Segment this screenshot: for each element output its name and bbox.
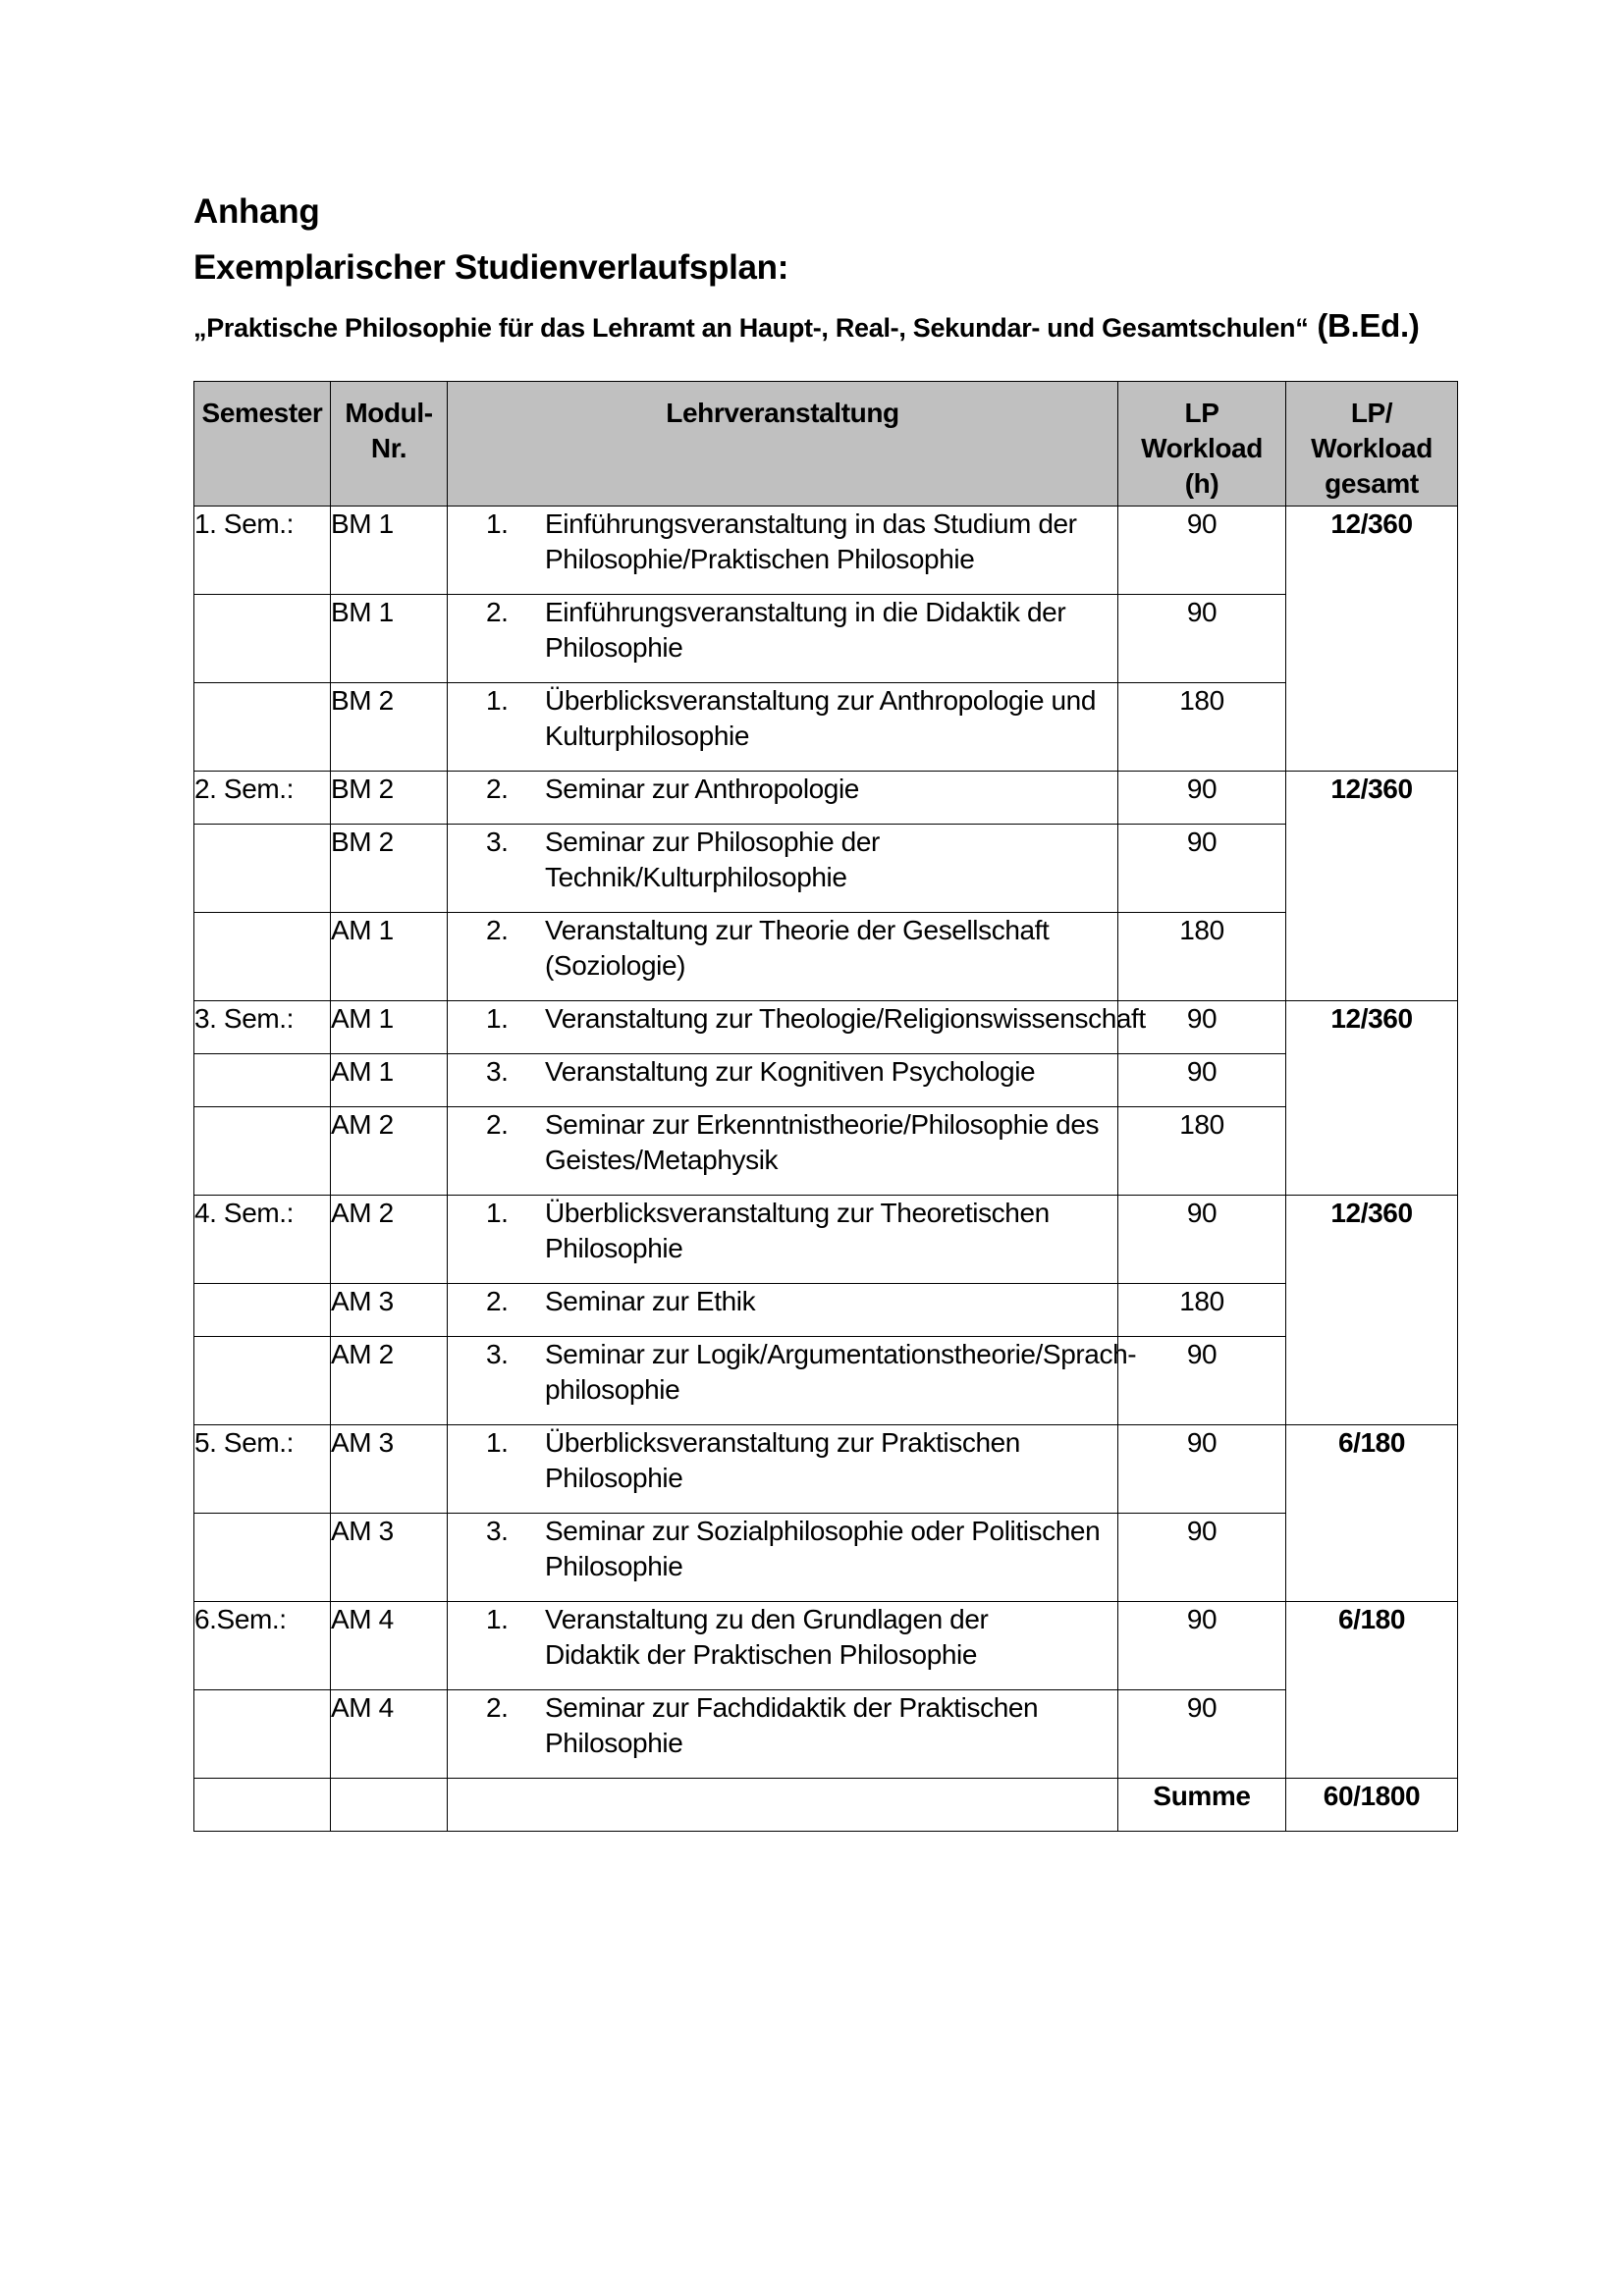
course-title-line1: Veranstaltung zur Theologie/Religionswissenschaft	[545, 1003, 1146, 1034]
semester-total-cell: 12/360	[1286, 772, 1458, 1001]
lp-workload-cell: 90	[1118, 1690, 1286, 1779]
study-plan-table	[193, 381, 1458, 1832]
course-cell	[448, 1337, 1137, 1425]
lp-workload-cell: 90	[1118, 1425, 1286, 1514]
course-number: 2.	[486, 597, 509, 627]
course-cell	[448, 1054, 1118, 1107]
course-number: 1.	[486, 1003, 509, 1034]
course-title-line2: Philosophie/Praktischen Philosophie	[545, 544, 975, 574]
course-cell	[448, 913, 1118, 1001]
course-title	[545, 825, 1117, 895]
program-degree: (B.Ed.)	[1308, 307, 1420, 344]
modul-cell: AM 2	[331, 1107, 448, 1196]
appendix-heading: Anhang	[193, 192, 320, 231]
table-body	[194, 507, 1458, 1832]
course-title-line2: Philosophie	[545, 1728, 683, 1758]
modul-cell: AM 4	[331, 1602, 448, 1690]
semester-total-cell: 12/360	[1286, 1001, 1458, 1196]
course-title-line1: Überblicksveranstaltung zur Theoretischen	[545, 1198, 1050, 1228]
lp-workload-cell: 180	[1118, 1107, 1286, 1196]
course-title-line1: Seminar zur Ethik	[545, 1286, 756, 1316]
course-title	[545, 772, 1117, 807]
course-title-line2: Kulturphilosophie	[545, 721, 750, 751]
lp-workload-cell: 90	[1118, 1514, 1286, 1602]
header-lehrveranstaltung: Lehrveranstaltung	[448, 382, 1118, 507]
course-title-line2: Philosophie	[545, 1551, 683, 1581]
semester-cell	[194, 683, 331, 772]
course-title	[545, 1602, 1117, 1673]
lp-workload-cell: 90	[1118, 507, 1286, 595]
table-header-row	[194, 382, 1458, 507]
semester-cell: 3. Sem.:	[194, 1001, 331, 1054]
course-title	[545, 1425, 1117, 1496]
course-cell	[448, 1196, 1118, 1284]
table-row	[194, 772, 1458, 825]
semester-cell: 6.Sem.:	[194, 1602, 331, 1690]
semester-cell: 2. Sem.:	[194, 772, 331, 825]
modul-cell: BM 2	[331, 683, 448, 772]
table-row	[194, 1107, 1458, 1196]
course-title	[545, 1690, 1117, 1761]
table-row	[194, 683, 1458, 772]
semester-cell	[194, 1514, 331, 1602]
course-number: 1.	[486, 1427, 509, 1458]
course-cell	[448, 1284, 1118, 1337]
header-total-workload: LP/ Workload gesamt	[1286, 382, 1458, 507]
table-row	[194, 825, 1458, 913]
semester-cell	[194, 1690, 331, 1779]
modul-cell: BM 1	[331, 595, 448, 683]
course-title-line1: Veranstaltung zur Kognitiven Psychologie	[545, 1056, 1036, 1087]
course-title-line1: Einführungsveranstaltung in das Studium der	[545, 508, 1077, 539]
course-cell	[448, 1107, 1118, 1196]
table-row	[194, 1196, 1458, 1284]
lp-workload-cell: 90	[1118, 1001, 1286, 1054]
header-modul: Modul- Nr.	[331, 382, 448, 507]
course-number: 2.	[486, 1109, 509, 1140]
course-title-line1: Überblicksveranstaltung zur Anthropologie und	[545, 685, 1097, 716]
modul-cell: BM 2	[331, 825, 448, 913]
course-title	[545, 1107, 1117, 1178]
course-title	[545, 1054, 1117, 1090]
modul-cell: BM 2	[331, 772, 448, 825]
course-cell	[448, 825, 1118, 913]
course-number: 3.	[486, 1056, 509, 1087]
program-subtitle-text: „Praktische Philosophie für das Lehramt an Haupt-, Real-, Sekundar- und Gesamtschulen“	[193, 313, 1309, 343]
semester-total-cell: 6/180	[1286, 1602, 1458, 1779]
course-title-line2: Technik/Kulturphilosophie	[545, 862, 847, 892]
course-number: 1.	[486, 508, 509, 539]
course-title	[545, 1514, 1117, 1584]
course-title-line1: Seminar zur Philosophie der	[545, 827, 880, 857]
course-cell	[448, 772, 1118, 825]
course-title-line1: Seminar zur Sozialphilosophie oder Politischen	[545, 1516, 1101, 1546]
semester-total-cell: 12/360	[1286, 507, 1458, 772]
header-semester: Semester	[194, 382, 331, 507]
course-number: 1.	[486, 1604, 509, 1634]
table-row	[194, 1690, 1458, 1779]
lp-workload-cell: 90	[1118, 1602, 1286, 1690]
course-title-line1: Seminar zur Logik/Argumentationstheorie/Sprach-	[545, 1339, 1137, 1369]
lp-workload-cell: 90	[1118, 1196, 1286, 1284]
modul-cell: AM 1	[331, 913, 448, 1001]
table-row	[194, 1001, 1458, 1054]
semester-cell	[194, 1284, 331, 1337]
modul-cell: AM 3	[331, 1425, 448, 1514]
lp-workload-cell: 90	[1118, 825, 1286, 913]
sum-empty-course	[448, 1779, 1118, 1832]
course-number: 2.	[486, 774, 509, 804]
course-cell	[448, 1001, 1146, 1054]
course-title-line2: Geistes/Metaphysik	[545, 1145, 779, 1175]
lp-workload-cell: 180	[1118, 1284, 1286, 1337]
course-title-line2: Philosophie	[545, 1463, 683, 1493]
course-cell	[448, 1690, 1118, 1779]
course-cell	[448, 1514, 1118, 1602]
modul-cell: AM 2	[331, 1337, 448, 1425]
semester-cell: 4. Sem.:	[194, 1196, 331, 1284]
course-title-line1: Seminar zur Anthropologie	[545, 774, 859, 804]
semester-cell: 5. Sem.:	[194, 1425, 331, 1514]
course-number: 1.	[486, 1198, 509, 1228]
semester-cell	[194, 1054, 331, 1107]
sum-empty-semester	[194, 1779, 331, 1832]
course-number: 2.	[486, 915, 509, 945]
sum-empty-modul	[331, 1779, 448, 1832]
course-title-line1: Überblicksveranstaltung zur Praktischen	[545, 1427, 1020, 1458]
semester-cell	[194, 1107, 331, 1196]
table-row	[194, 1054, 1458, 1107]
course-title-line2: (Soziologie)	[545, 950, 686, 981]
course-cell	[448, 1602, 1118, 1690]
modul-cell: BM 1	[331, 507, 448, 595]
course-title-line2: Philosophie	[545, 1233, 683, 1263]
sum-value: 60/1800	[1286, 1779, 1458, 1832]
modul-cell: AM 1	[331, 1001, 448, 1054]
course-title	[545, 1001, 1152, 1037]
lp-workload-cell: 90	[1118, 1054, 1286, 1107]
semester-cell	[194, 913, 331, 1001]
course-number: 1.	[486, 685, 509, 716]
course-title-line2: philosophie	[545, 1374, 680, 1405]
course-cell	[448, 1425, 1118, 1514]
course-title-line1: Seminar zur Fachdidaktik der Praktischen	[545, 1692, 1039, 1723]
table-row	[194, 1337, 1458, 1425]
header-lp-workload: LP Workload (h)	[1118, 382, 1286, 507]
semester-total-cell: 6/180	[1286, 1425, 1458, 1602]
course-cell	[448, 595, 1118, 683]
semester-total-cell: 12/360	[1286, 1196, 1458, 1425]
course-title-line2: Philosophie	[545, 632, 683, 663]
course-title-line1: Veranstaltung zu den Grundlagen der	[545, 1604, 989, 1634]
course-title	[545, 595, 1117, 666]
table-row	[194, 1514, 1458, 1602]
table-row	[194, 507, 1458, 595]
sum-row	[194, 1779, 1458, 1832]
table-row	[194, 1284, 1458, 1337]
lp-workload-cell: 90	[1118, 772, 1286, 825]
lp-workload-cell: 90	[1118, 595, 1286, 683]
course-number: 3.	[486, 827, 509, 857]
course-number: 2.	[486, 1286, 509, 1316]
program-subtitle	[193, 307, 1420, 345]
semester-cell	[194, 595, 331, 683]
course-number: 2.	[486, 1692, 509, 1723]
modul-cell: AM 4	[331, 1690, 448, 1779]
modul-cell: AM 3	[331, 1514, 448, 1602]
semester-cell: 1. Sem.:	[194, 507, 331, 595]
plan-heading: Exemplarischer Studienverlaufsplan:	[193, 248, 789, 287]
course-title	[545, 1196, 1117, 1266]
course-number: 3.	[486, 1339, 509, 1369]
course-number: 3.	[486, 1516, 509, 1546]
table-row	[194, 1602, 1458, 1690]
modul-cell: AM 2	[331, 1196, 448, 1284]
lp-workload-cell: 90	[1118, 1337, 1286, 1425]
modul-cell: AM 3	[331, 1284, 448, 1337]
semester-cell	[194, 825, 331, 913]
course-title-line1: Veranstaltung zur Theorie der Gesellschaft	[545, 915, 1050, 945]
table-row	[194, 913, 1458, 1001]
modul-cell: AM 1	[331, 1054, 448, 1107]
course-title	[545, 683, 1117, 754]
table-row	[194, 1425, 1458, 1514]
sum-label: Summe	[1118, 1779, 1286, 1832]
course-title-line2: Didaktik der Praktischen Philosophie	[545, 1639, 978, 1670]
course-title	[545, 913, 1117, 984]
lp-workload-cell: 180	[1118, 913, 1286, 1001]
course-title	[545, 1337, 1142, 1408]
course-cell	[448, 507, 1118, 595]
table-row	[194, 595, 1458, 683]
course-title-line1: Einführungsveranstaltung in die Didaktik der	[545, 597, 1066, 627]
course-title	[545, 1284, 1117, 1319]
lp-workload-cell: 180	[1118, 683, 1286, 772]
course-title	[545, 507, 1117, 577]
semester-cell	[194, 1337, 331, 1425]
course-cell	[448, 683, 1118, 772]
course-title-line1: Seminar zur Erkenntnistheorie/Philosophie des	[545, 1109, 1100, 1140]
